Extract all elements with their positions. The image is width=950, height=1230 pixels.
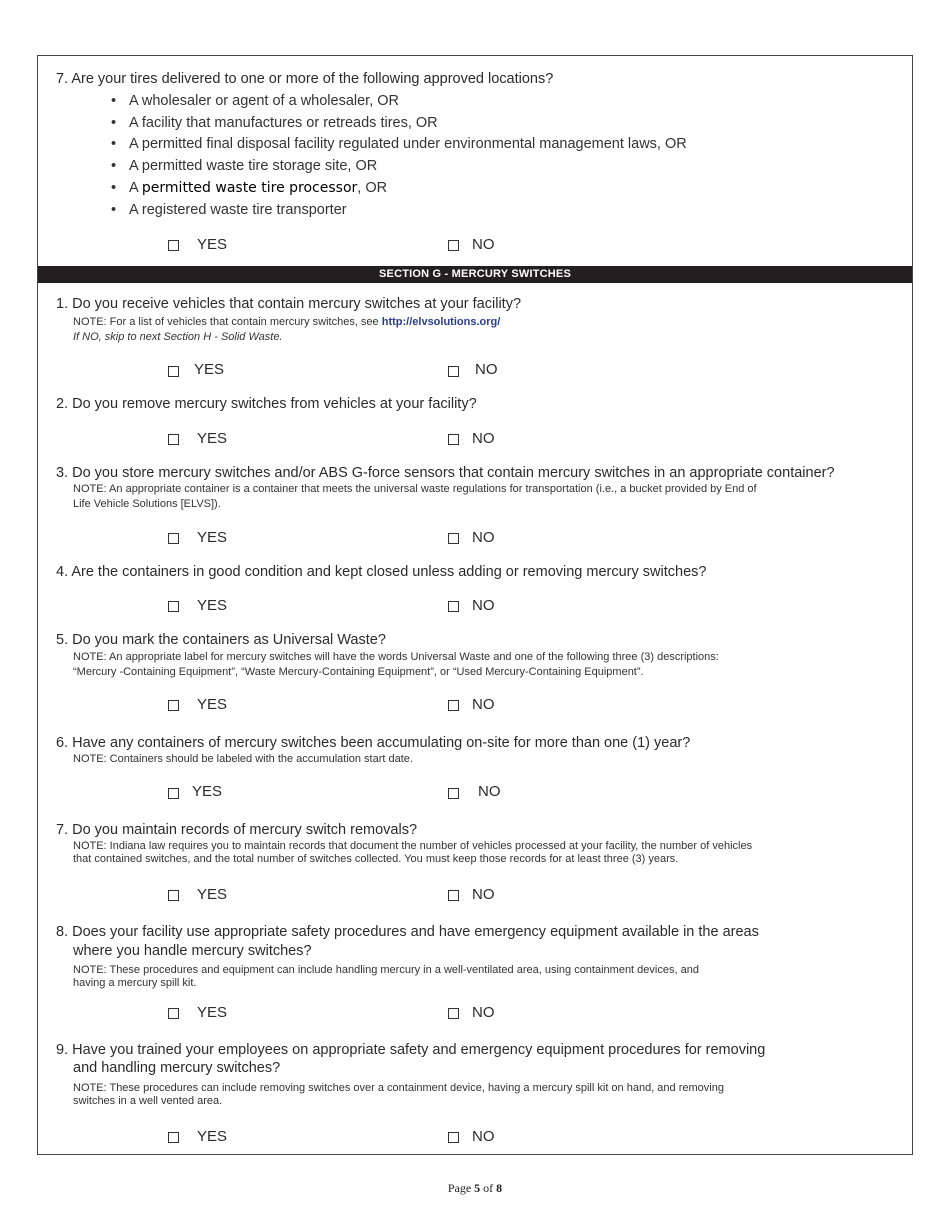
checkbox-icon[interactable] — [448, 434, 459, 445]
checkbox-icon[interactable] — [448, 1132, 459, 1143]
q8-note-line2: having a mercury spill kit. — [73, 977, 197, 989]
checkbox-icon[interactable] — [448, 240, 459, 251]
checkbox-icon[interactable] — [448, 601, 459, 612]
checkbox-icon[interactable] — [448, 788, 459, 799]
q2-question: 2. Do you remove mercury switches from vehicles at your facility? — [56, 396, 477, 412]
checkbox-icon[interactable] — [168, 1132, 179, 1143]
q4-question: 4. Are the containers in good condition and kept closed unless adding or removing mercury switches? — [56, 564, 707, 580]
q6-question: 6. Have any containers of mercury switches been accumulating on-site for more than one (1) year? — [56, 735, 691, 751]
q8-note-line1: NOTE: These procedures and equipment can include handling mercury in a well-ventilated area, using containment devices, and — [73, 964, 699, 976]
checkbox-icon[interactable] — [168, 434, 179, 445]
q5-note-line1: NOTE: An appropriate label for mercury switches will have the words Universal Waste and one of the following three (3) descriptions: — [73, 651, 719, 663]
checkbox-icon[interactable] — [168, 601, 179, 612]
q7-question: 7. Do you maintain records of mercury switch removals? — [56, 822, 418, 838]
checkbox-icon[interactable] — [448, 890, 459, 901]
page-number: Page 5 of 8 — [447, 1181, 503, 1195]
checkbox-icon[interactable] — [168, 366, 179, 377]
checkbox-icon[interactable] — [168, 788, 179, 799]
q3-note-line2: Life Vehicle Solutions [ELVS]). — [73, 498, 221, 510]
q3-note-line1: NOTE: An appropriate container is a container that meets the universal waste regulations for transportation (i.e., a bucket provided by End of — [73, 483, 757, 495]
q9-question-line1: 9. Have you trained your employees on appropriate safety and emergency equipment procedures for removing — [56, 1042, 766, 1058]
q1-question: 1. Do you receive vehicles that contain mercury switches at your facility? — [56, 296, 522, 312]
checkbox-icon[interactable] — [168, 240, 179, 251]
checkbox-icon[interactable] — [448, 533, 459, 544]
q3-question: 3. Do you store mercury switches and/or ABS G-force sensors that contain mercury switches in an appropriate container? — [56, 465, 835, 481]
checkbox-icon[interactable] — [168, 700, 179, 711]
q1-note: NOTE: For a list of vehicles that contain mercury switches, see http://elvsolutions.org/ — [73, 316, 501, 328]
q1-skip-instruction: If NO, skip to next Section H - Solid Waste. — [73, 331, 283, 343]
checkbox-icon[interactable] — [448, 366, 459, 377]
q9-question-line2: and handling mercury switches? — [73, 1060, 281, 1076]
q9-note-line1: NOTE: These procedures can include removing switches over a containment device, having a mercury spill kit on hand, and removing — [73, 1082, 724, 1094]
q8-question-line1: 8. Does your facility use appropriate safety procedures and have emergency equipment available in the areas — [56, 924, 759, 940]
q7-note-line1: NOTE: Indiana law requires you to maintain records that document the number of vehicles processed at your facility, the number of vehicles — [73, 840, 753, 852]
tires-question: 7. Are your tires delivered to one or more of the following approved locations? — [56, 71, 554, 87]
checkbox-icon[interactable] — [448, 700, 459, 711]
checkbox-icon[interactable] — [168, 890, 179, 901]
q5-note-line2: “Mercury -Containing Equipment”, “Waste Mercury-Containing Equipment”, or “Used Mercury-Containing Equipment”. — [73, 666, 644, 678]
q5-question: 5. Do you mark the containers as Universal Waste? — [56, 632, 386, 648]
checkbox-icon[interactable] — [168, 533, 179, 544]
checkbox-icon[interactable] — [448, 1008, 459, 1019]
q6-note: NOTE: Containers should be labeled with the accumulation start date. — [73, 753, 413, 765]
section-g-header: SECTION G - MERCURY SWITCHES — [38, 266, 912, 283]
q8-question-line2: where you handle mercury switches? — [73, 943, 312, 959]
elvsolutions-link[interactable]: http://elvsolutions.org/ — [381, 316, 501, 328]
checkbox-icon[interactable] — [168, 1008, 179, 1019]
q7-note-line2: that contained switches, and the total number of switches collected. You must keep those records for at least three (3) years. — [73, 853, 679, 865]
q9-note-line2: switches in a well vented area. — [73, 1095, 223, 1107]
